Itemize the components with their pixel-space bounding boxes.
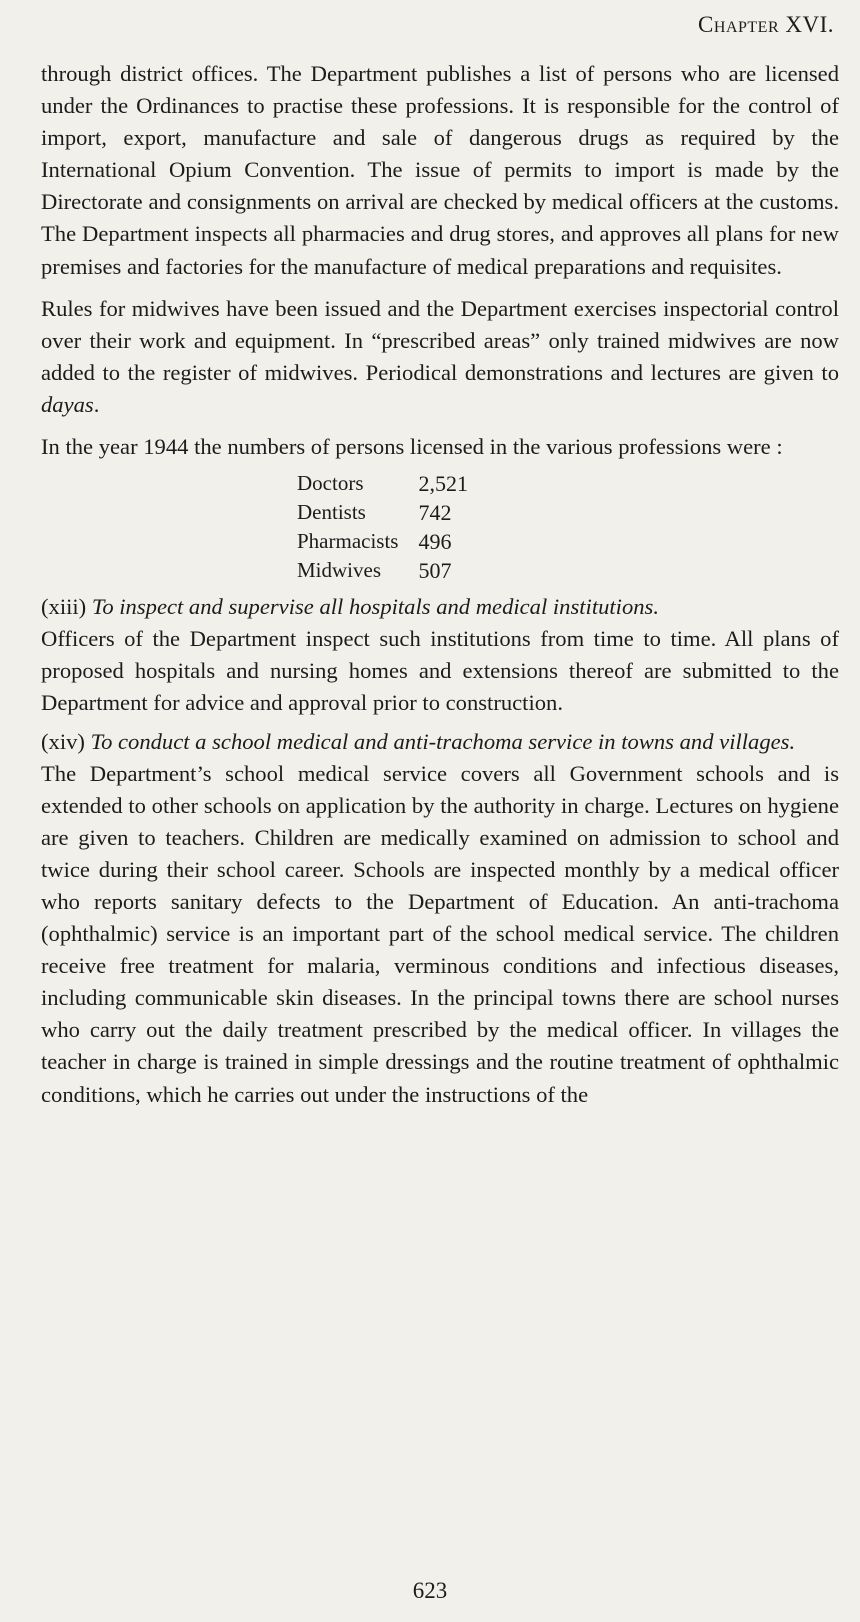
licensed-table bbox=[297, 469, 468, 585]
table-row bbox=[297, 556, 468, 585]
section-xiii-title: To inspect and supervise all hospitals and medical institutions. bbox=[91, 594, 659, 620]
section-xiv-label: (xiv) bbox=[41, 728, 85, 754]
midwives-text: Rules for midwives have been issued and the Department exercises inspectorial control over their work and equipment. In “prescribed areas” only trained midwives are now added to the register of midwives. Periodical demonstrations and lectures are given to bbox=[41, 295, 839, 385]
section-xiii-label: (xiii) bbox=[41, 594, 87, 620]
chapter-header: Chapter XVI. bbox=[698, 12, 834, 37]
section-xiii-heading bbox=[41, 591, 839, 623]
page-number: 623 bbox=[412, 1578, 448, 1603]
section-xiv-heading bbox=[41, 726, 839, 758]
count-cell: 507 bbox=[418, 558, 452, 584]
profession-cell: Dentists bbox=[297, 500, 366, 525]
body-text bbox=[41, 58, 839, 1111]
table-row bbox=[297, 527, 468, 556]
count-cell: 742 bbox=[418, 500, 452, 526]
dayas-term: dayas bbox=[41, 391, 94, 417]
table-row bbox=[297, 498, 468, 527]
profession-cell: Doctors bbox=[297, 471, 364, 496]
profession-cell: Midwives bbox=[297, 558, 381, 583]
count-cell: 2,521 bbox=[418, 471, 468, 497]
midwives-text-end: . bbox=[93, 391, 100, 417]
paragraph-drug-control: through district offices. The Department publishes a list of persons who are licensed under the Ordinances to practise these professions. It is responsible for the control of import, export, manufacture and sale of dangerous drugs as required by the International Opium Convention. The issue of permits to import is made by the Directorate and consignments on arrival are checked by medical officers at the customs. The Department inspects all pharmacies and drug stores, and approves all plans for new premises and factories for the manufacture of medical preparations and requisites. bbox=[41, 61, 839, 279]
count-cell: 496 bbox=[418, 529, 452, 555]
section-xiii-text: Officers of the Department inspect such institutions from time to time. All plans of proposed hospitals and nursing homes and extensions thereof are submitted to the Department for advice and approval prior to construction. bbox=[41, 626, 839, 716]
section-xiv-title: To conduct a school medical and anti-trachoma service in towns and villages. bbox=[90, 728, 796, 754]
section-xiv-text: The Department’s school medical service covers all Government schools and is extended to other schools on application by the authority in charge. Lectures on hygiene are given to teachers. Children are medically examined on admission to school and twice during their school career. Schools are inspected monthly by a medical officer who reports sanitary defects to the Department of Education. An anti-trachoma (ophthalmic) service is an important part of the school medical service. The children receive free treatment for malaria, verminous conditions and infectious diseases, including communicable skin diseases. In the principal towns there are school nurses who carry out the daily treatment prescribed by the medical officer. In villages the teacher in charge is trained in simple dressings and the routine treatment of ophthalmic conditions, which he carries out under the instructions of the bbox=[41, 760, 839, 1107]
paragraph-licensed-intro: In the year 1944 the numbers of persons licensed in the various professions were : bbox=[41, 434, 783, 460]
paragraph-midwives bbox=[41, 293, 839, 421]
profession-cell: Pharmacists bbox=[297, 529, 399, 554]
table-row bbox=[297, 469, 468, 498]
